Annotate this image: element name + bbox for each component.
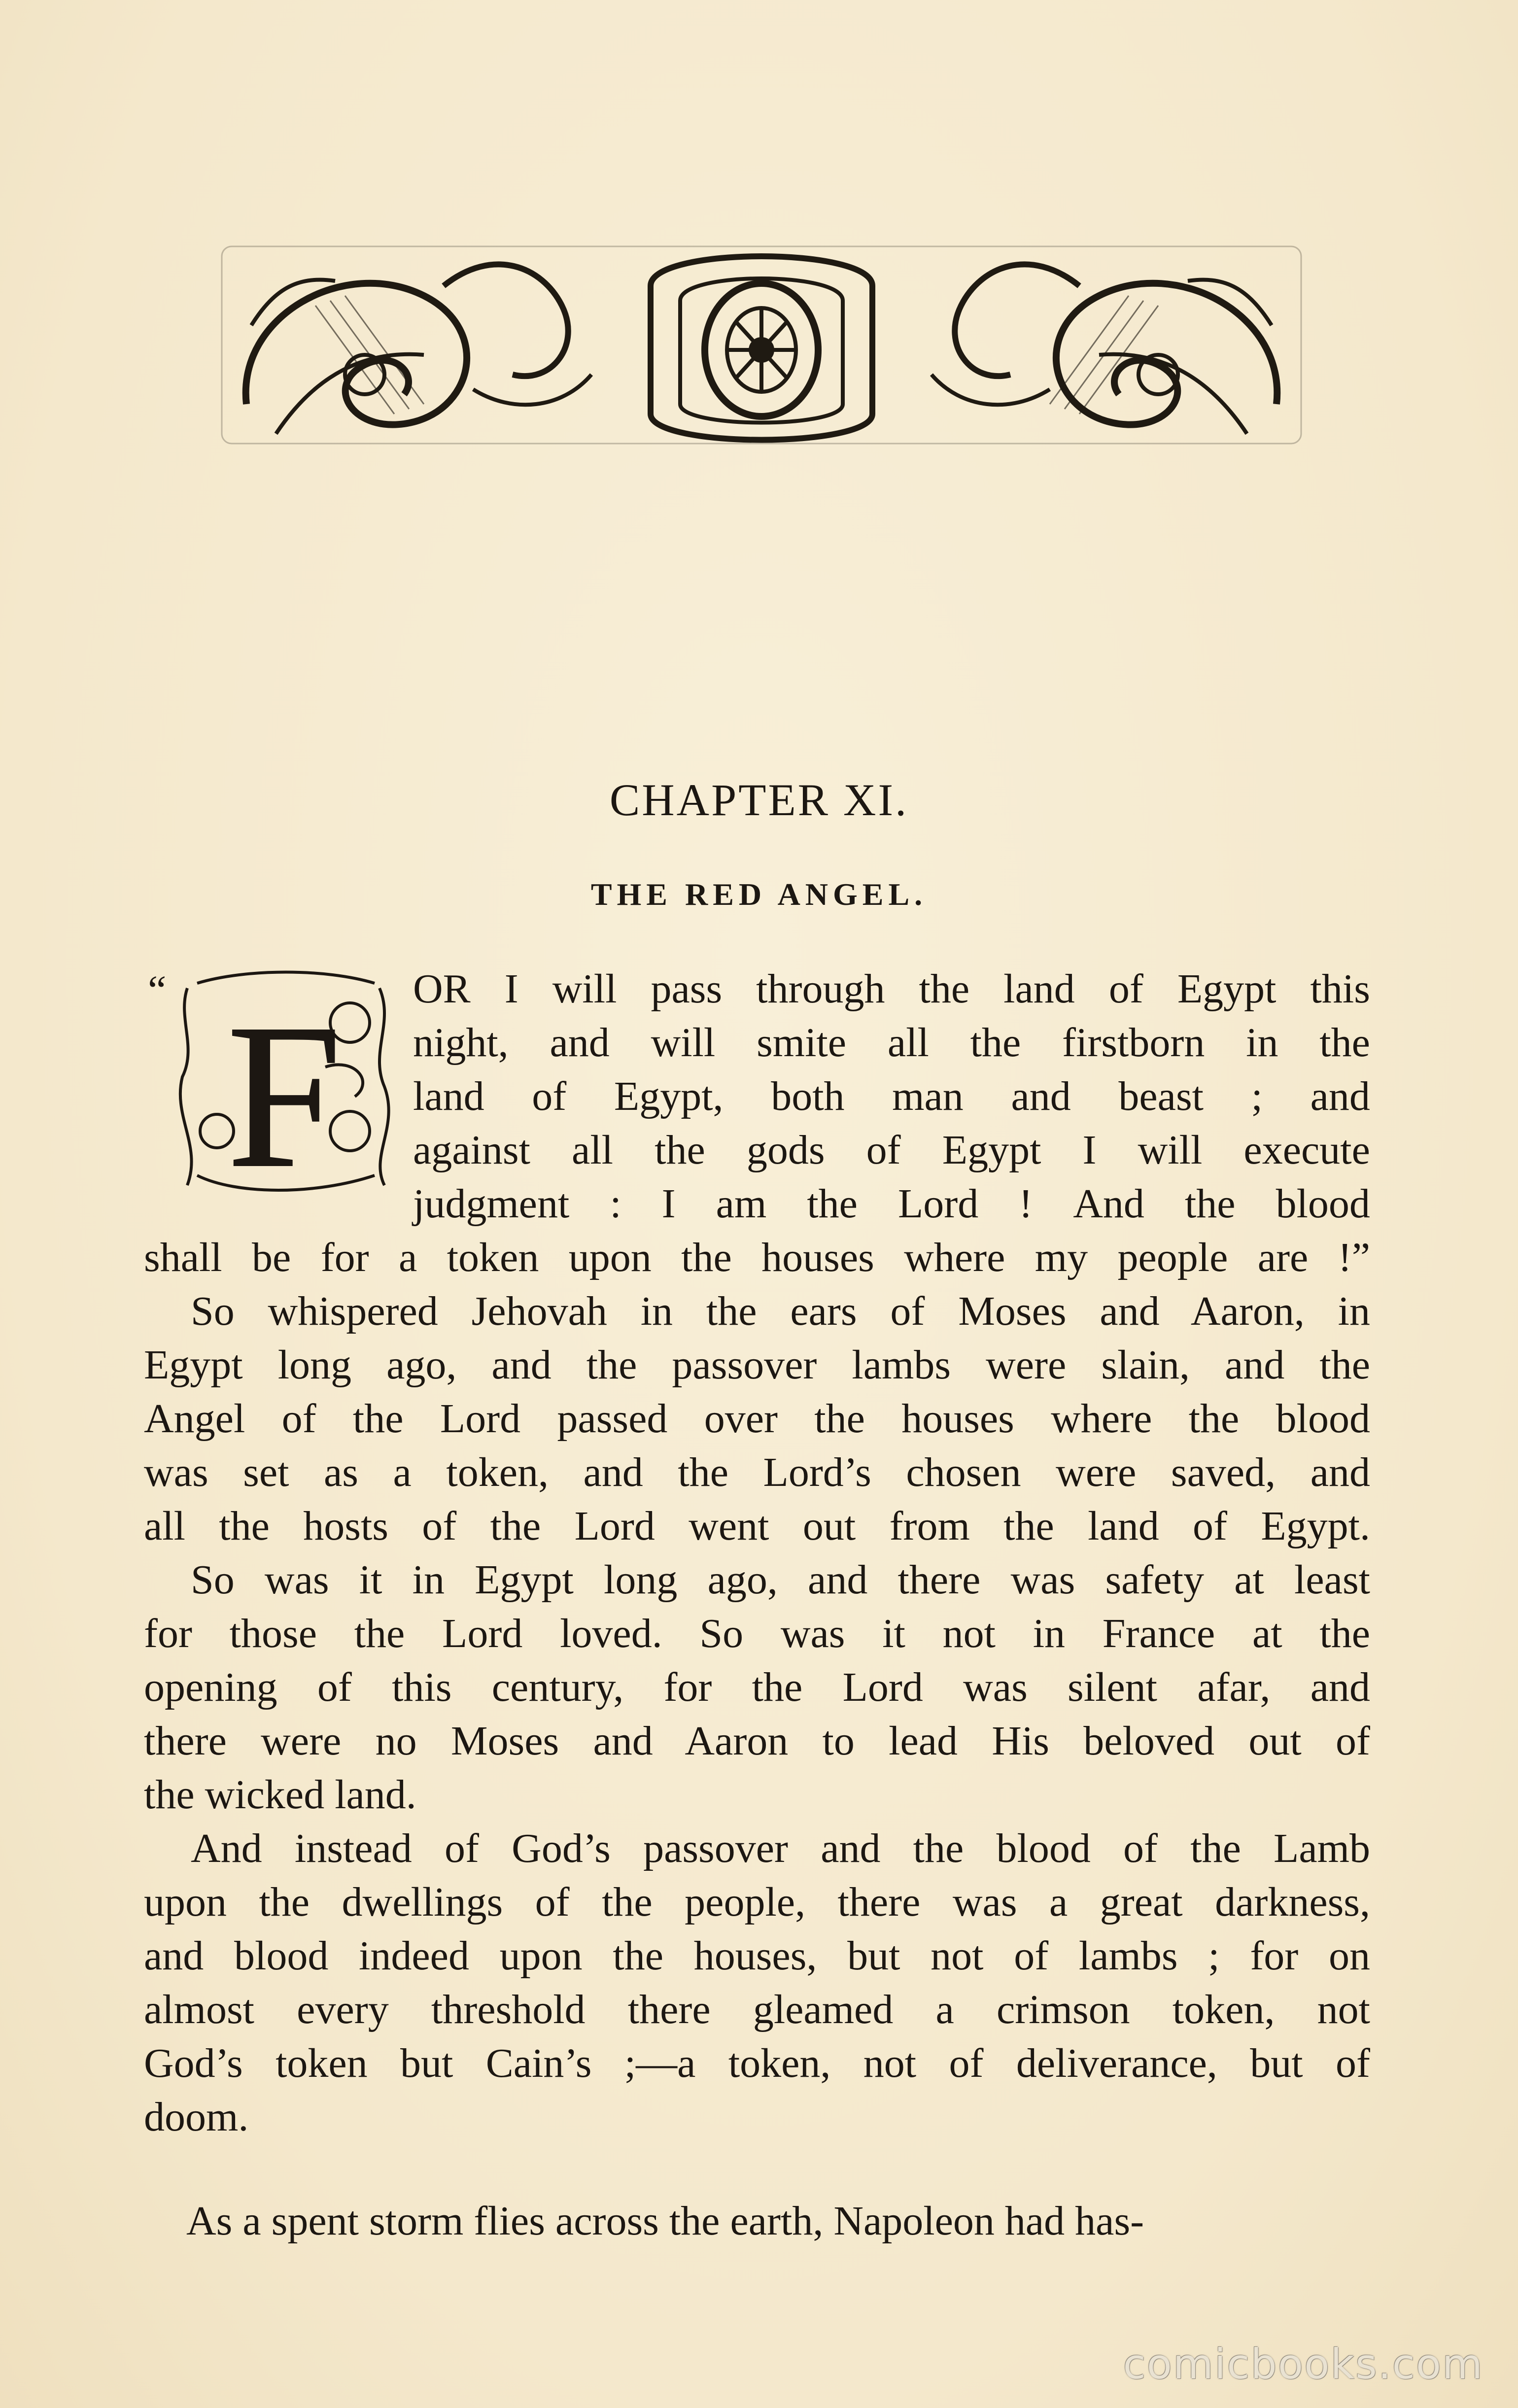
text-line: for those the Lord loved. So was it not in France at the [144,1611,1370,1656]
continuation-line: As a spent storm flies across the earth, Napoleon had has- [186,2198,1144,2244]
body-text-block [144,1231,1370,2144]
chapter-subtitle: THE RED ANGEL. [590,877,928,912]
drop-cap-f [168,968,402,1200]
text-line: Egypt long ago, and the passover lambs were slain, and the [144,1342,1370,1388]
chapter-title: CHAPTER XI. [609,775,909,825]
ornamental-headpiece [217,227,1306,463]
text-line: So was it in Egypt long ago, and there was safety at least [191,1557,1370,1603]
text-line: God’s token but Cain’s ;—a token, not of deliverance, but of [144,2040,1370,2086]
text-line: and blood indeed upon the houses, but not of lambs ; for on [144,1933,1370,1979]
drop-cap-letter: F [227,981,342,1200]
text-line: opening of this century, for the Lord was silent afar, and [144,1664,1370,1710]
text-line: almost every threshold there gleamed a crimson token, not [144,1987,1370,2032]
text-line: OR I will pass through the land of Egypt this [413,966,1370,1012]
text-line: there were no Moses and Aaron to lead His beloved out of [144,1718,1370,1764]
text-line: the wicked land. [144,1772,416,1818]
text-line: upon the dwellings of the people, there was a great darkness, [144,1879,1370,1925]
text-line: all the hosts of the Lord went out from the land of Egypt. [144,1503,1370,1549]
text-line: night, and will smite all the firstborn in the [413,1020,1370,1066]
text-line: judgment : I am the Lord ! And the blood [413,1181,1370,1227]
indented-paragraph-block [413,962,1370,1231]
text-line: shall be for a token upon the houses where my people are !” [144,1235,1370,1280]
text-line: land of Egypt, both man and beast ; and [413,1073,1370,1119]
text-line: Angel of the Lord passed over the houses where the blood [144,1396,1370,1442]
text-line: And instead of God’s passover and the blood of the Lamb [191,1825,1370,1871]
opening-quote-mark: “ [148,967,167,1013]
text-line: doom. [144,2094,249,2140]
text-line: against all the gods of Egypt I will execute [413,1127,1370,1173]
watermark: comicbooks.com [1123,2340,1484,2388]
text-line: So whispered Jehovah in the ears of Moses and Aaron, in [191,1288,1370,1334]
text-line: was set as a token, and the Lord’s chosen were saved, and [144,1449,1370,1495]
